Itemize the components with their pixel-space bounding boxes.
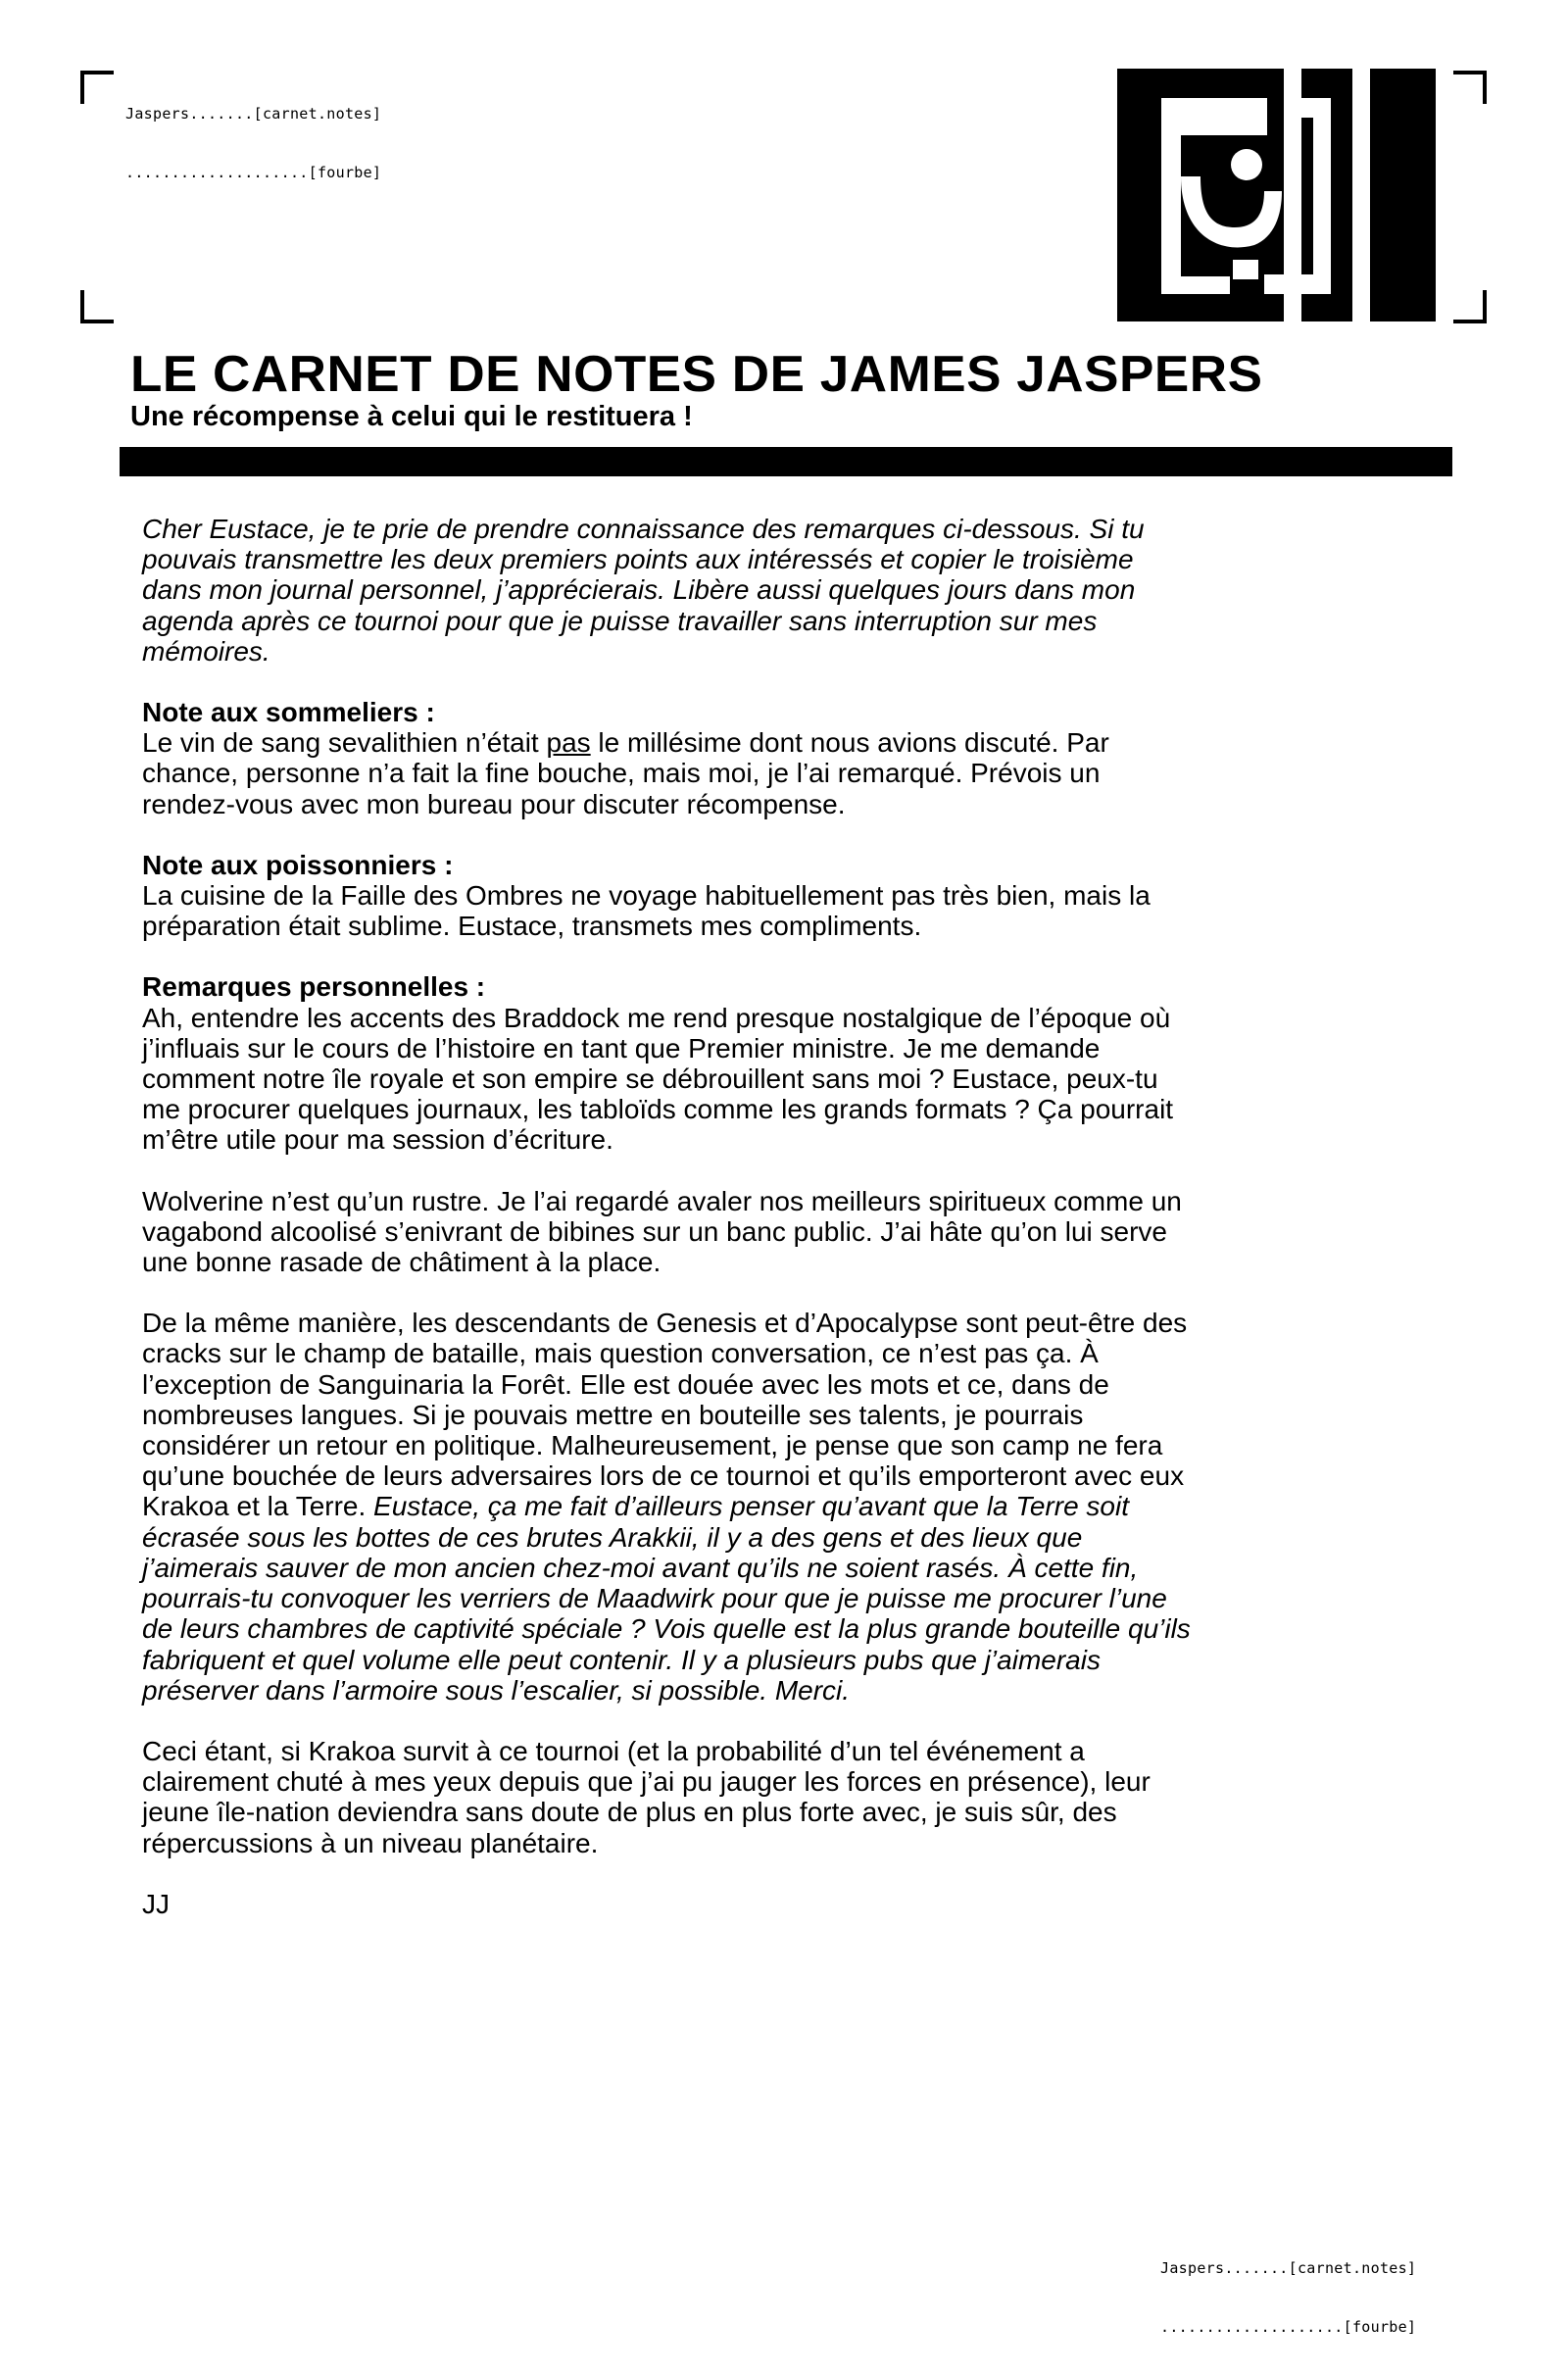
section-sommeliers bbox=[142, 697, 1191, 819]
reference-code-bottom-line1: Jaspers.......[carnet.notes] bbox=[1160, 2259, 1417, 2277]
reference-code-top-line2: ....................[fourbe] bbox=[125, 164, 382, 181]
personnelles-paragraph-3 bbox=[142, 1308, 1191, 1706]
personnelles-paragraph-2: Wolverine n’est qu’un rustre. Je l’ai regardé avaler nos meilleurs spiritueux comme un vagabond alcoolisé s’enivrant de bibines sur un banc public. J’ai hâte qu’on lui serve une bonne rasade de châtiment à la place. bbox=[142, 1185, 1182, 1278]
personnelles-paragraph-1: Ah, entendre les accents des Braddock me rend presque nostalgique de l’époque où j’influais sur le cours de l’histoire en tant que Premier ministre. Je me demande comment notre île royale et son empire se débrouillent sans moi ? Eustace, peux-tu me procurer quelques journaux, les tabloïds comme les grands formats ? Ça pourrait m’être utile pour ma session d’écriture. bbox=[142, 1002, 1174, 1156]
reference-code-bottom bbox=[1160, 2219, 1416, 2356]
corner-bracket-top-right bbox=[1453, 71, 1487, 104]
heading-poissonniers: Note aux poissonniers : bbox=[142, 849, 454, 880]
corner-bracket-top-left bbox=[80, 71, 114, 104]
poissonniers-text: La cuisine de la Faille des Ombres ne voyage habituellement pas très bien, mais la préparation était sublime. Eustace, transmets mes compliments. bbox=[142, 880, 1151, 942]
sommeliers-text-after: le millésime dont nous avions discuté. Par chance, personne n’a fait la fine bouche, mais moi, je l’ai remarqué. Prévois un rendez-vous avec mon bureau pour discuter récompense. bbox=[142, 727, 1109, 819]
letter-intro: Cher Eustace, je te prie de prendre connaissance des remarques ci-dessous. Si tu pouvais transmettre les deux premiers points aux intéressés et copier le troisième dans mon journal personnel, j’apprécierais. Libère aussi quelques jours dans mon agenda après ce tournoi pour que je puisse travailler sans interruption sur mes mémoires. bbox=[142, 514, 1145, 667]
section-personnelles bbox=[142, 971, 1191, 1155]
personnelles-paragraph-4: Ceci étant, si Krakoa survit à ce tournoi (et la probabilité d’un tel événement a clairement chuté à mes yeux depuis que j’ai pu jauger les forces en présence), leur jeune île-nation deviendra sans doute de plus en plus forte avec, je suis sûr, des répercussions à un niveau planétaire. bbox=[142, 1735, 1151, 1858]
letter-body bbox=[142, 514, 1191, 1950]
corner-bracket-bottom-left bbox=[80, 290, 114, 323]
heading-personnelles: Remarques personnelles : bbox=[142, 971, 486, 1003]
section-poissonniers bbox=[142, 850, 1191, 942]
title-rule-divider bbox=[120, 447, 1452, 476]
signature: JJ bbox=[142, 1888, 170, 1919]
reference-code-top bbox=[125, 65, 381, 202]
reference-code-top-line1: Jaspers.......[carnet.notes] bbox=[125, 105, 382, 123]
sommeliers-text-underlined: pas bbox=[546, 727, 591, 759]
personnelles-paragraph-3-normal: De la même manière, les descendants de Genesis et d’Apocalypse sont peut-être des cracks sur le champ de bataille, mais question conversation, ce n’est pas ça. À l’exception de Sanguinaria la Forêt. Elle est douée avec les mots et ce, dans de nombreuses langues. Si je pouvais mettre en bouteille ses talents, je pourrais considérer un retour en politique. Malheureusement, je pense que son camp ne fera qu’une bouchée de leurs adversaires lors de ce tournoi et qu’ils emporteront avec eux Krakoa et la Terre. bbox=[142, 1308, 1188, 1522]
reference-code-bottom-line2: ....................[fourbe] bbox=[1160, 2318, 1417, 2336]
heading-sommeliers: Note aux sommeliers : bbox=[142, 697, 435, 728]
corner-bracket-bottom-right bbox=[1453, 290, 1487, 323]
jaspers-sigil-icon bbox=[1117, 69, 1436, 321]
page-title: LE CARNET DE NOTES DE JAMES JASPERS bbox=[130, 346, 1263, 403]
personnelles-paragraph-3-italic: Eustace, ça me fait d’ailleurs penser qu’avant que la Terre soit écrasée sous les bottes de ces brutes Arakkii, il y a des gens et des lieux que j’aimerais sauver de mon ancien chez-moi avant qu’ils ne soient rasés. À cette fin, pourrais-tu convoquer les verriers de Maadwirk pour que je puisse me procurer l’une de leurs chambres de captivité spéciale ? Vois quelle est la plus grande bouteille qu’ils fabriquent et quel volume elle peut contenir. Il y a plusieurs pubs que j’aimerais préserver dans l’armoire sous l’escalier, si possible. Merci. bbox=[142, 1491, 1191, 1706]
sommeliers-text-before: Le vin de sang sevalithien n’était bbox=[142, 727, 547, 759]
page-subtitle: Une récompense à celui qui le restituera ! bbox=[130, 401, 693, 432]
